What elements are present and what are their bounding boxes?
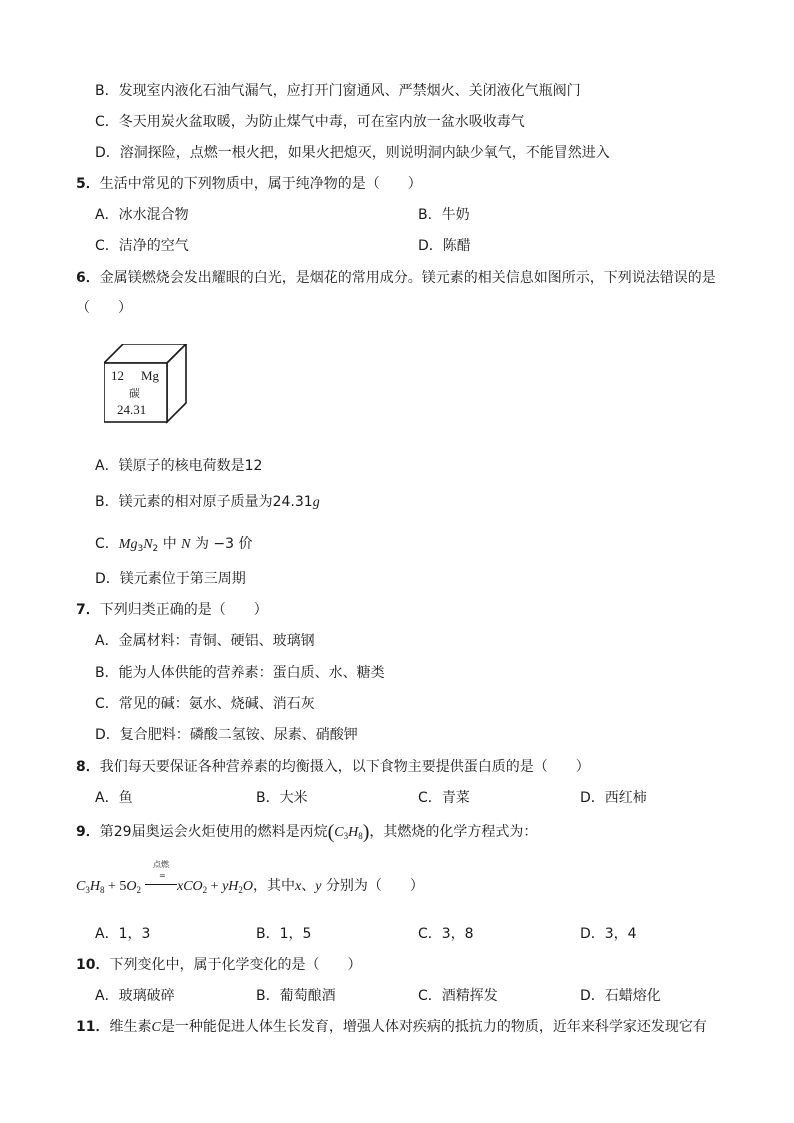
paren-close: ): [362, 821, 370, 843]
q9-stem: 第29届奥运会火炬使用的燃料是丙烷: [99, 824, 328, 840]
formula-sub-2: 2: [152, 544, 159, 554]
var-y: y: [315, 879, 322, 894]
element-atomic-number: 12: [111, 368, 124, 383]
q9-option-c: C．3，8: [418, 926, 474, 942]
element-name: 碳: [129, 387, 140, 400]
q6-option-c-tail: 为 −3 价: [190, 536, 253, 552]
q7-option-d: D．复合肥料：磷酸二氢铵、尿素、硝酸钾: [95, 727, 358, 743]
q6-answer-paren: （ ）: [76, 300, 132, 316]
q8-option-d: D．西红柿: [580, 790, 647, 806]
q4-option-d: D．溶洞探险，点燃一根火把，如果火把熄灭，则说明洞内缺少氧气，不能冒然进入: [95, 145, 610, 161]
q5-option-d: D．陈醋: [418, 238, 471, 254]
q9-option-d: D．3，4: [580, 926, 637, 942]
paren-open: (: [327, 821, 335, 843]
q9-eq-end: 分别为（ ）: [321, 878, 424, 894]
q9-option-b: B．1，5: [256, 926, 312, 942]
q4-option-c: C．冬天用炭火盆取暖，为防止煤气中毒，可在室内放一盆水吸收毒气: [95, 114, 525, 130]
formula-mg: Mg: [118, 537, 138, 552]
q6-option-c-mid: 中: [158, 536, 182, 552]
q10-option-b: B．葡萄酿酒: [256, 988, 336, 1004]
q6-option-c-label: C．: [95, 536, 119, 552]
q9-eq-tail: ，其中: [253, 878, 296, 894]
q10-option-d: D．石蜡熔化: [580, 988, 661, 1004]
q6-option-b: [95, 492, 320, 513]
q6-number: 6．: [76, 270, 100, 286]
q5-stem: 生活中常见的下列物质中，属于纯净物的是（ ）: [99, 176, 422, 192]
q11-stem-line: [76, 1017, 707, 1038]
q7-option-b: B．能为人体供能的营养素：蛋白质、水、糖类: [95, 665, 385, 681]
chemical-equation: [76, 876, 141, 900]
q7-number: 7．: [76, 602, 100, 618]
q6-stem: 金属镁燃烧会发出耀眼的白光，是烟花的常用成分。镁元素的相关信息如图所示，下列说法错误的是: [99, 270, 716, 286]
q6-option-a: A．镁原子的核电荷数是12: [95, 458, 263, 474]
equation-products-line: [177, 876, 424, 900]
q6-option-c: [95, 534, 253, 559]
q7-stem: 下列归类正确的是（ ）: [99, 602, 268, 618]
formula-sub-3: 3: [137, 544, 144, 554]
q8-option-a: A．鱼: [95, 790, 133, 806]
propane-formula: $C_3H_8$: [334, 825, 363, 841]
q8-option-b: B．大米: [256, 790, 308, 806]
reaction-condition: 点燃: [153, 860, 169, 869]
equals-sign-mark: =: [159, 871, 166, 880]
element-atomic-mass: 24.31: [117, 402, 147, 417]
q8-stem: 我们每天要保证各种营养素的均衡摄入，以下食物主要提供蛋白质的是（ ）: [99, 759, 590, 775]
q4-option-b: B．发现室内液化石油气漏气，应打开门窗通风、严禁烟火、关闭液化气瓶阀门: [95, 83, 581, 99]
var-x: x: [295, 879, 302, 894]
q10-number: 10．: [76, 957, 110, 973]
q5-stem-line: [76, 174, 422, 194]
equation-reactants: $C_3H_8 + 5O_2$: [76, 879, 141, 895]
q9-stem-line: [76, 822, 537, 846]
vitamin-c-var: C: [151, 1020, 161, 1035]
q9-option-a: A．1，3: [95, 926, 151, 942]
q9-number: 9．: [76, 824, 100, 840]
q10-option-c: C．酒精挥发: [418, 988, 498, 1004]
q8-number: 8．: [76, 759, 100, 775]
q11-number: 11．: [76, 1019, 110, 1035]
q11-stem-a: 维生素: [109, 1019, 152, 1035]
q11-stem-b: 是一种能促进人体生长发育，增强人体对疾病的抵抗力的物质，近年来科学家还发现它有: [160, 1019, 707, 1035]
q8-stem-line: [76, 757, 590, 777]
q9-stem-end: ，其燃烧的化学方程式为：: [369, 824, 538, 840]
q7-option-c: C．常见的碱：氨水、烧碱、消石灰: [95, 696, 315, 712]
q8-option-c: C．青菜: [418, 790, 470, 806]
equation-products: $xCO_2 + yH_2O$: [177, 879, 254, 895]
q10-stem: 下列变化中，属于化学变化的是（ ）: [109, 957, 362, 973]
q6-option-b-text: B．镁元素的相对原子质量为24.31: [95, 494, 313, 510]
q10-option-a: A．玻璃破碎: [95, 988, 175, 1004]
q5-option-c: C．洁净的空气: [95, 238, 189, 254]
formula-n-element: N: [181, 537, 191, 552]
q5-option-a: A．冰水混合物: [95, 207, 189, 223]
element-symbol: Mg: [141, 368, 160, 383]
q10-stem-line: [76, 955, 361, 975]
q6-option-b-unit: g: [312, 495, 320, 510]
formula-n: N: [143, 537, 153, 552]
q5-option-b: B．牛奶: [418, 207, 470, 223]
q6-option-d: D．镁元素位于第三周期: [95, 571, 246, 587]
element-cube-figure: [104, 344, 188, 424]
q7-option-a: A．金属材料：青铜、硬铝、玻璃钢: [95, 633, 315, 649]
q6-stem-line: [76, 268, 716, 288]
var-separator: 、: [301, 878, 316, 894]
q5-number: 5．: [76, 176, 100, 192]
q7-stem-line: [76, 600, 268, 620]
reaction-arrow-line: [145, 884, 177, 885]
